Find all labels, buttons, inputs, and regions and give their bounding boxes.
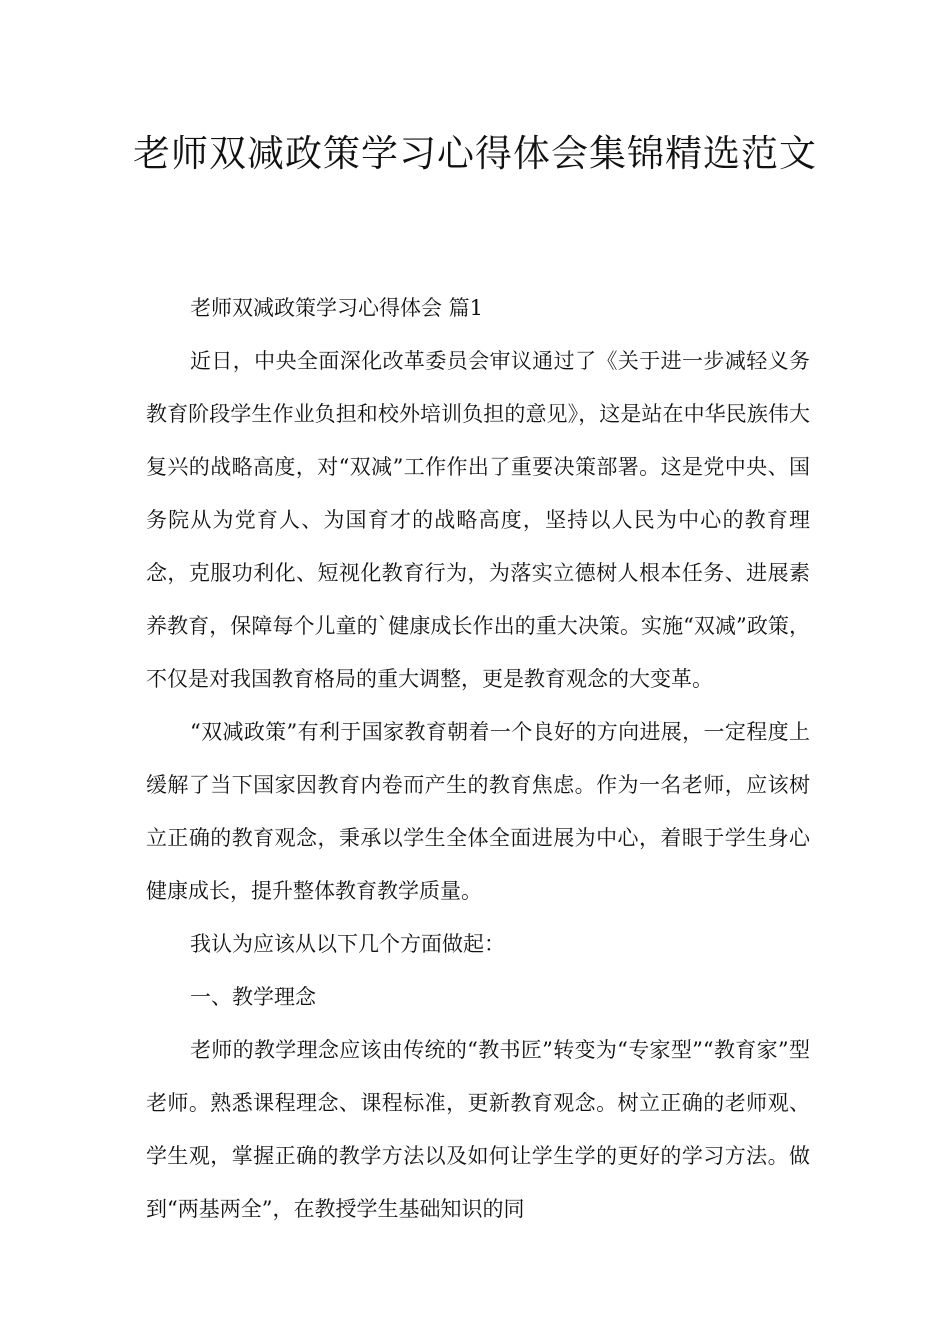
- section-heading: 老师双减政策学习心得体会 篇1: [190, 296, 484, 320]
- document-title: 老师双减政策学习心得体会集锦精选范文: [133, 132, 817, 175]
- document-body: [146, 282, 810, 1236]
- subsection-heading: 一、教学理念: [190, 985, 316, 1009]
- paragraph: 老师的教学理念应该由传统的“教书匠”转变为“专家型”“教育家”型老师。熟悉课程理念、课程标准，更新教育观念。树立正确的老师观、学生观，掌握正确的教学方法以及如何让学生学的更好的学习方法。做到“两基两全”，在教授学生基础知识的同: [146, 1038, 810, 1221]
- paragraph: 近日，中央全面深化改革委员会审议通过了《关于进一步减轻义务教育阶段学生作业负担和校外培训负担的意见》，这是站在中华民族伟大复兴的战略高度，对“双减”工作作出了重要决策部署。这是党中央、国务院从为党育人、为国育才的战略高度，坚持以人民为中心的教育理念，克服功利化、短视化教育行为，为落实立德树人根本任务、进展素养教育，保障每个儿童的`健康成长作出的重大决策。实施“双减”政策，不仅是对我国教育格局的重大调整，更是教育观念的大变革。: [146, 349, 810, 691]
- paragraph: “双减政策”有利于国家教育朝着一个良好的方向进展，一定程度上缓解了当下国家因教育内卷而产生的教育焦虑。作为一名老师，应该树立正确的教育观念，秉承以学生全体全面进展为中心，着眼于学生身心健康成长，提升整体教育教学质量。: [146, 720, 810, 903]
- paragraph: 我认为应该从以下几个方面做起：: [190, 932, 505, 956]
